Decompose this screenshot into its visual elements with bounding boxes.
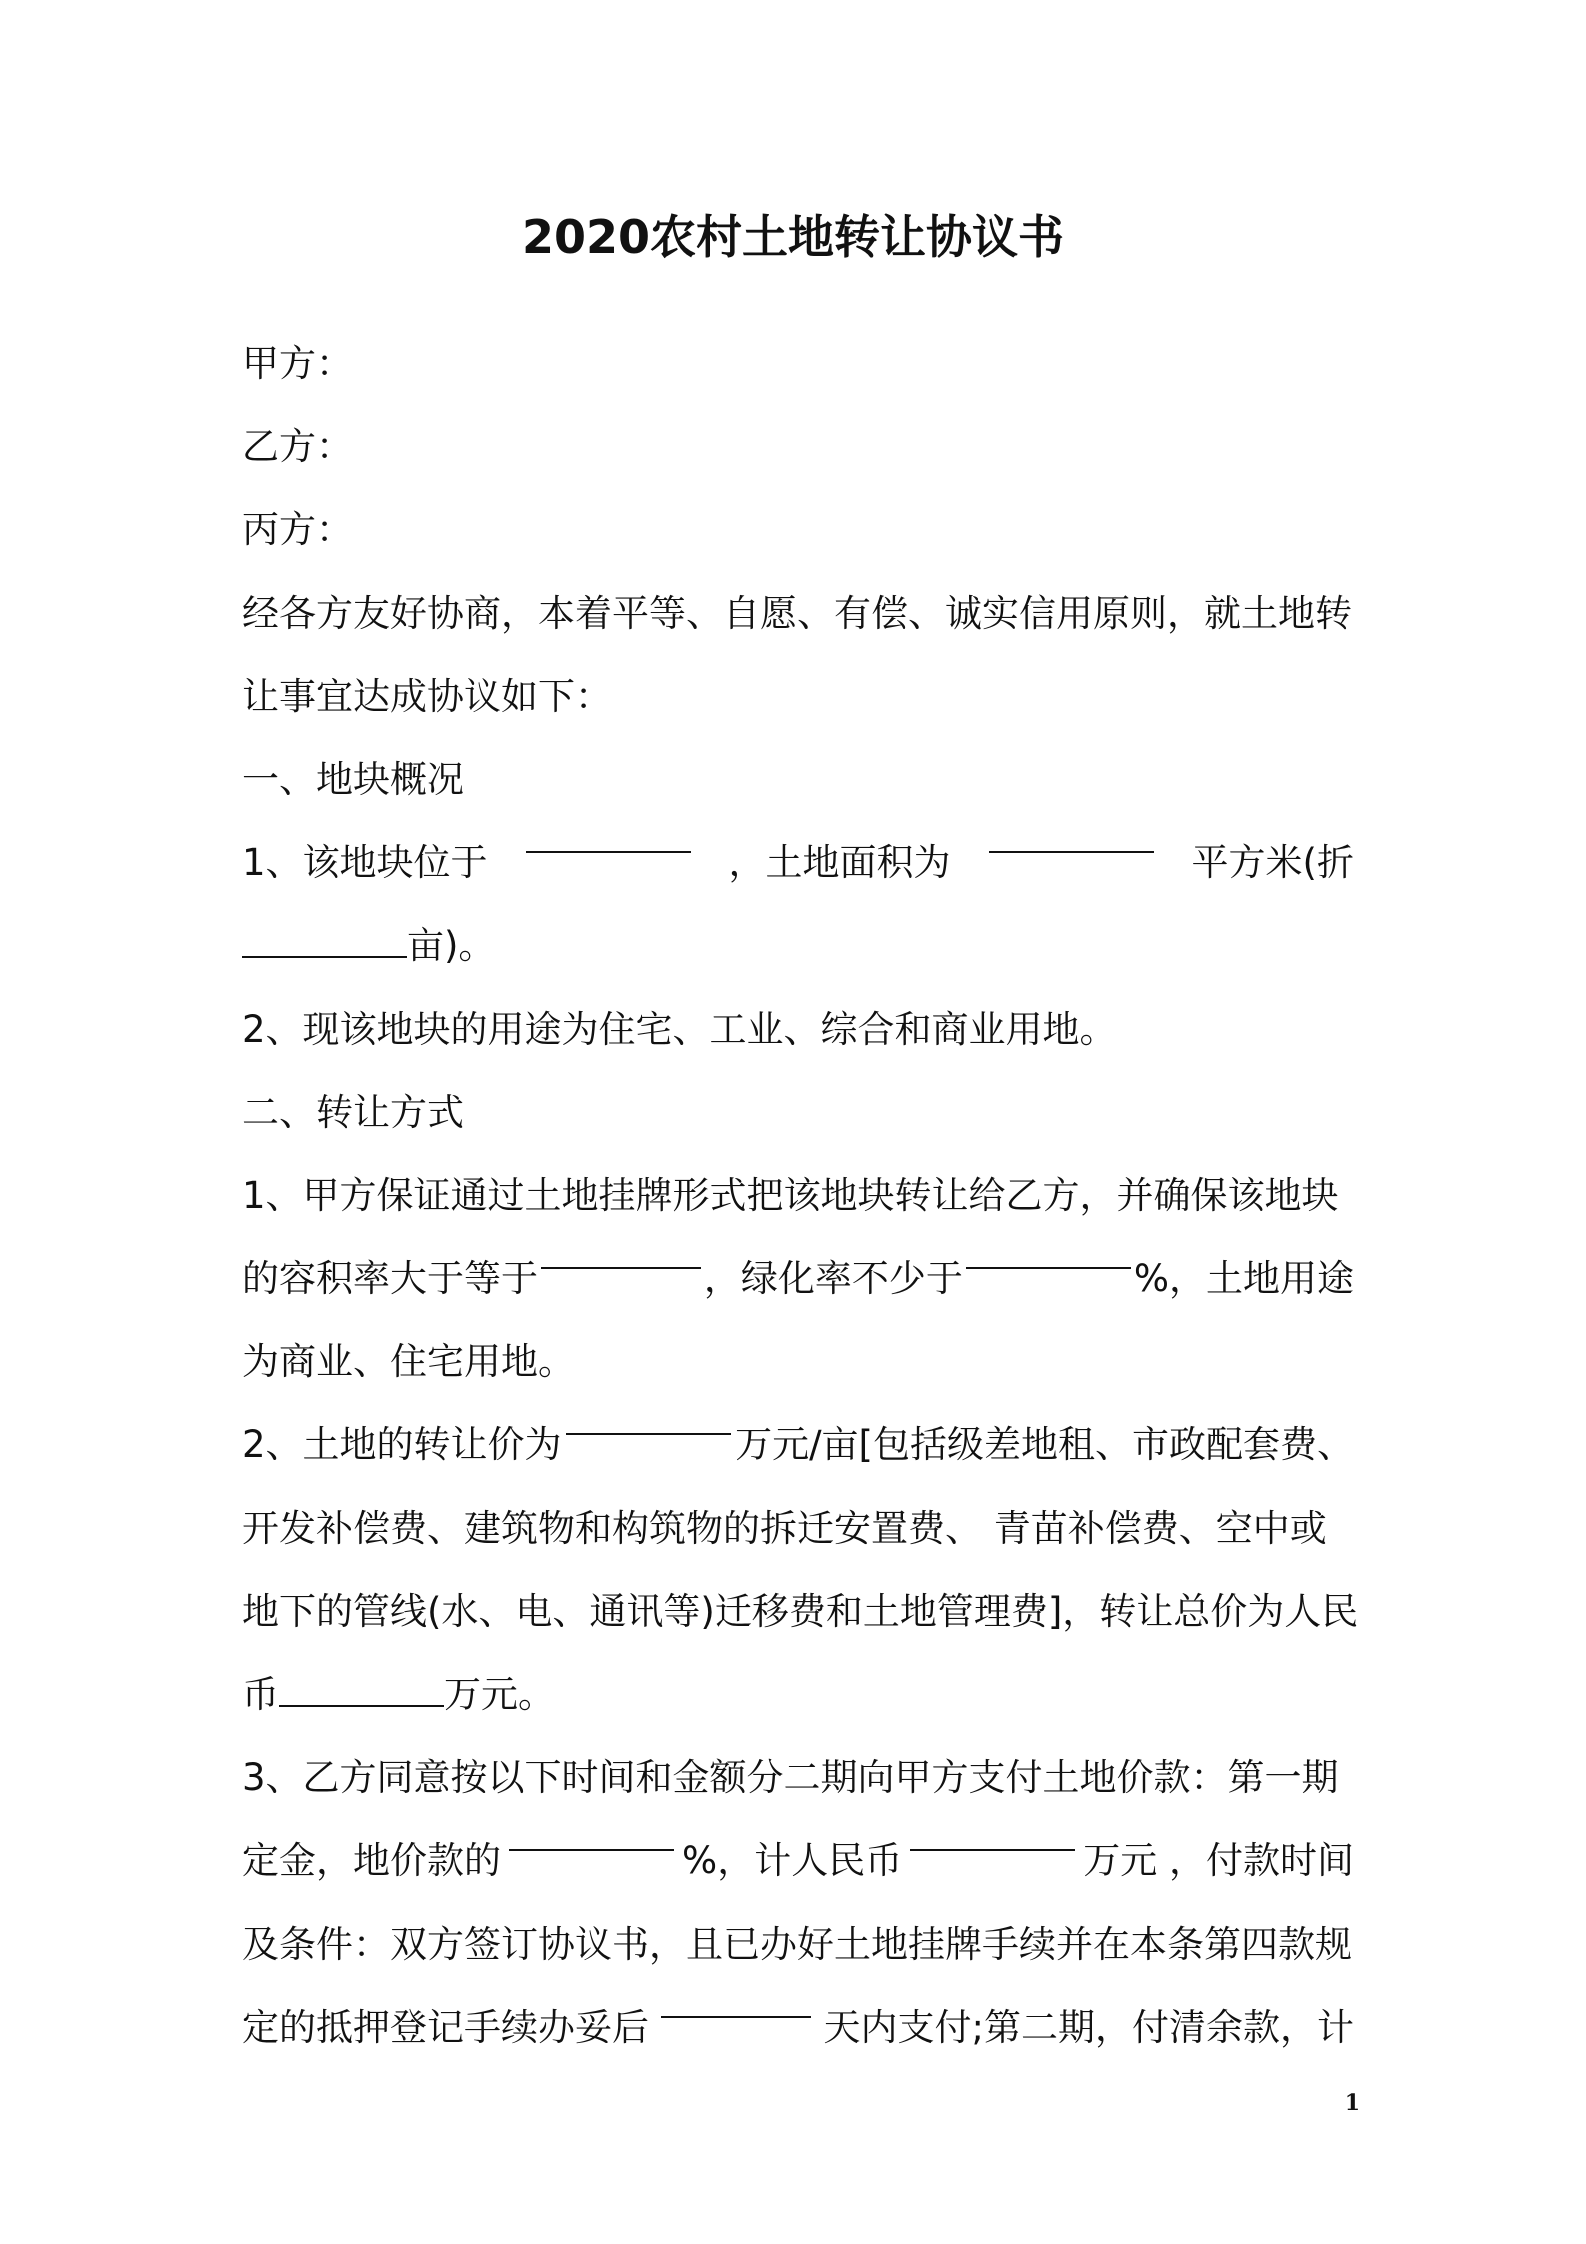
blank-field xyxy=(910,1819,1075,1851)
clause-text: ，土地面积为 xyxy=(728,841,951,885)
clause-2-2-line-2: 开发补偿费、建筑物和构筑物的拆迁安置费、 青苗补偿费、空中或 xyxy=(242,1506,1327,1550)
document-body xyxy=(242,322,1359,2069)
clause-2-1-line-1: 1、甲方保证通过土地挂牌形式把该地块转让给乙方，并确保该地块 xyxy=(242,1173,1339,1217)
clause-2-3-line-4 xyxy=(242,1986,1354,2069)
clause-text: 亩)。 xyxy=(407,924,496,968)
blank-field xyxy=(661,1986,811,2018)
clause-text: 1、该地块位于 xyxy=(242,841,488,885)
intro-line-1: 经各方友好协商，本着平等、自愿、有偿、诚实信用原则，就土地转 xyxy=(242,591,1352,635)
clause-text: 万元。 xyxy=(444,1673,555,1716)
clause-2-3-line-1: 3、乙方同意按以下时间和金额分二期向甲方支付土地价款：第一期 xyxy=(242,1756,1339,1800)
clause-1-2: 2、现该地块的用途为住宅、工业、综合和商业用地。 xyxy=(242,1007,1117,1051)
section-heading-1: 一、地块概况 xyxy=(242,757,464,801)
clause-text: %，土地用途 xyxy=(1133,1257,1354,1301)
clause-2-3-line-2 xyxy=(242,1819,1354,1902)
blank-field xyxy=(989,821,1154,853)
intro-line-2: 让事宜达成协议如下： xyxy=(242,674,612,718)
clause-text: 定金，地价款的 xyxy=(242,1839,501,1883)
document-title: 2020农村土地转让协议书 xyxy=(521,210,1065,264)
blank-field xyxy=(279,1675,444,1707)
party-a-line: 甲方： xyxy=(242,342,353,385)
section-heading-2: 二、转让方式 xyxy=(242,1090,464,1134)
page-number: 1 xyxy=(1344,2090,1360,2116)
clause-2-1-line-3: 为商业、住宅用地。 xyxy=(242,1340,575,1384)
clause-2-2-line-1 xyxy=(242,1403,1354,1486)
blank-field xyxy=(541,1237,701,1269)
clause-text: 平方米(折 xyxy=(1191,841,1354,885)
clause-text: 万元 ，付款时间 xyxy=(1083,1839,1354,1883)
clause-1-1-line-2 xyxy=(242,904,1354,987)
blank-field xyxy=(566,1403,731,1435)
blank-field xyxy=(242,926,407,958)
blank-field xyxy=(526,821,691,853)
clause-text: 币 xyxy=(242,1673,279,1716)
clause-text: 万元/亩[包括级差地租、市政配套费、 xyxy=(735,1423,1354,1467)
clause-text: %，计人民币 xyxy=(682,1839,903,1883)
clause-text: ，绿化率不少于 xyxy=(703,1257,963,1301)
clause-2-2-line-4 xyxy=(242,1653,1354,1736)
blank-field xyxy=(509,1819,674,1851)
clause-2-3-line-3: 及条件：双方签订协议书，且已办好土地挂牌手续并在本条第四款规 xyxy=(242,1922,1352,1966)
clause-2-2-line-3: 地下的管线(水、电、通讯等)迁移费和土地管理费]，转让总价为人民 xyxy=(242,1589,1359,1633)
party-b-line: 乙方： xyxy=(242,425,353,469)
clause-text: 2、土地的转让价为 xyxy=(242,1423,562,1467)
blank-field xyxy=(966,1237,1131,1269)
party-c-line: 丙方： xyxy=(242,508,353,552)
clause-1-1-line-1 xyxy=(242,821,1354,904)
clause-text: 的容积率大于等于 xyxy=(242,1257,538,1301)
clause-text: 天内支付;第二期，付清余款，计 xyxy=(823,2005,1354,2049)
clause-text: 定的抵押登记手续办妥后 xyxy=(242,2005,649,2049)
clause-2-1-line-2 xyxy=(242,1237,1354,1320)
